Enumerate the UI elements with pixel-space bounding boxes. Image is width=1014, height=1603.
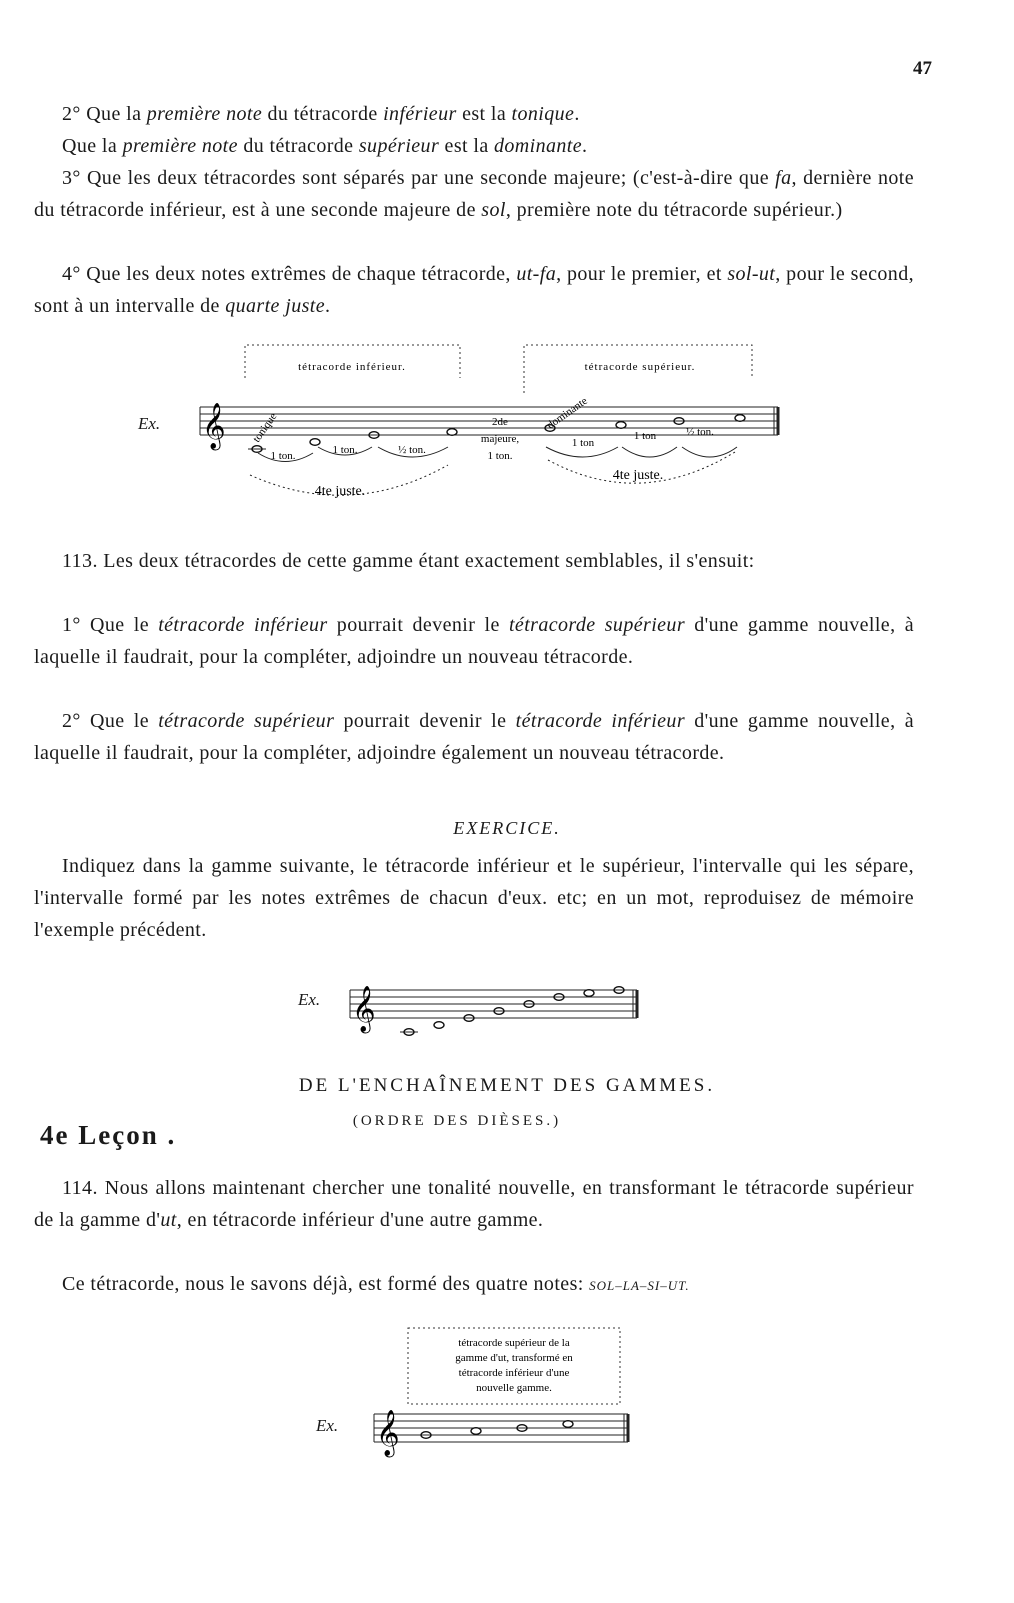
interval-demi-ton-2: ½ ton.	[686, 426, 714, 438]
example-3-label: Ex.	[316, 1416, 339, 1435]
note-ut	[563, 1421, 573, 1428]
note-la	[471, 1428, 481, 1435]
svg-text:nouvelle gamme.: nouvelle gamme.	[476, 1382, 552, 1394]
example-label: Ex.	[138, 414, 161, 433]
treble-clef-icon: 𝄞	[352, 986, 376, 1031]
page-number: 47	[913, 58, 932, 79]
lesson-title: 4e Leçon .	[40, 1120, 177, 1150]
exercice-example-label: Ex.	[298, 990, 321, 1009]
dominante-label: dominante	[544, 394, 590, 432]
exercice-title: EXERCICE.	[453, 818, 561, 838]
paragraph-2-tonique: 2° Que la première note du tétracorde inférieur est la tonique.	[62, 103, 580, 125]
note-fa	[447, 429, 457, 436]
treble-clef-icon: 𝄞	[376, 1410, 400, 1455]
paragraph-113-2: 2° Que le tétracorde supérieur pourrait devenir le tétracorde inférieur d'une gamme nouvelle, à laquelle il faudrait, pour la compléter, adjoindre également un nouveau tétracorde.	[34, 710, 914, 764]
chapter-heading: DE L'ENCHAÎNEMENT DES GAMMES.	[298, 1075, 716, 1096]
seconde-label: 2de	[492, 416, 508, 428]
paragraph-dominante: Que la première note du tétracorde supérieur est la dominante.	[62, 135, 588, 157]
paragraph-114: 114. Nous allons maintenant chercher une tonalité nouvelle, en transformant le tétracorde supérieur de la gamme d'ut, en tétracorde inférieur d'une autre gamme.	[34, 1177, 914, 1231]
svg-text:gamme d'ut, transformé en: gamme d'ut, transformé en	[455, 1352, 573, 1364]
box-upper-label: tétracorde supérieur.	[584, 361, 696, 373]
exercice-staff	[340, 980, 660, 1040]
tonique-label: tonique	[250, 410, 280, 445]
chapter-subheading: (ORDRE DES DIÈSES.)	[352, 1113, 562, 1129]
paragraph-4-quarte: 4° Que les deux notes extrêmes de chaque tétracorde, ut-fa, pour le premier, et sol-ut, pour le second, sont à un intervalle de quarte juste.	[34, 263, 914, 317]
paragraph-113-1: 1° Que le tétracorde inférieur pourrait devenir le tétracorde supérieur d'une gamme nouvelle, à laquelle il faudrait, pour la compléter, adjoindre un nouveau tétracorde.	[34, 614, 914, 668]
paragraph-114-notes: Ce tétracorde, nous le savons déjà, est formé des quatre notes: SOL–LA–SI–UT.	[62, 1273, 690, 1295]
note-re	[310, 439, 320, 446]
paragraph-113: 113. Les deux tétracordes de cette gamme étant exactement semblables, il s'ensuit:	[62, 550, 755, 572]
interval-ton-3: 1 ton	[571, 437, 595, 449]
interval-ton-1: 1 ton.	[270, 450, 296, 462]
interval-ton-4: 1 ton	[633, 430, 657, 442]
svg-text:tétracorde supérieur de la: tétracorde supérieur de la	[458, 1337, 570, 1349]
interval-ton-2: 1 ton.	[332, 444, 358, 456]
svg-text:tétracorde inférieur d'une: tétracorde inférieur d'une	[458, 1367, 570, 1379]
quarte-lower-label: 4te juste.	[314, 484, 366, 499]
exercice-text: Indiquez dans la gamme suivante, le tétracorde inférieur et le supérieur, l'intervalle qui les sépare, l'intervalle formé par les notes extrêmes de chacun d'eux. etc; en un mot, reproduisez de mémoire l'exemple précédent.	[34, 855, 914, 941]
seconde-ton-label: 1 ton.	[487, 450, 513, 462]
box-lower-label: tétracorde inférieur.	[298, 361, 406, 373]
majeure-label: majeure,	[480, 433, 520, 445]
musical-example-new-tetracorde	[360, 1320, 660, 1490]
treble-clef-icon: 𝄞	[202, 403, 226, 448]
note-la	[616, 422, 626, 429]
paragraph-3-seconde: 3° Que les deux tétracordes sont séparés par une seconde majeure; (c'est-à-dire que fa, dernière note du tétracorde inférieur, est à une seconde majeure de sol, première note du tétracorde supérieur.)	[34, 167, 914, 221]
interval-demi-ton-1: ½ ton.	[398, 444, 426, 456]
musical-example-tetracordes	[0, 335, 1014, 515]
quarte-upper-label: 4te juste.	[612, 468, 664, 483]
note-ut-high	[735, 415, 745, 422]
